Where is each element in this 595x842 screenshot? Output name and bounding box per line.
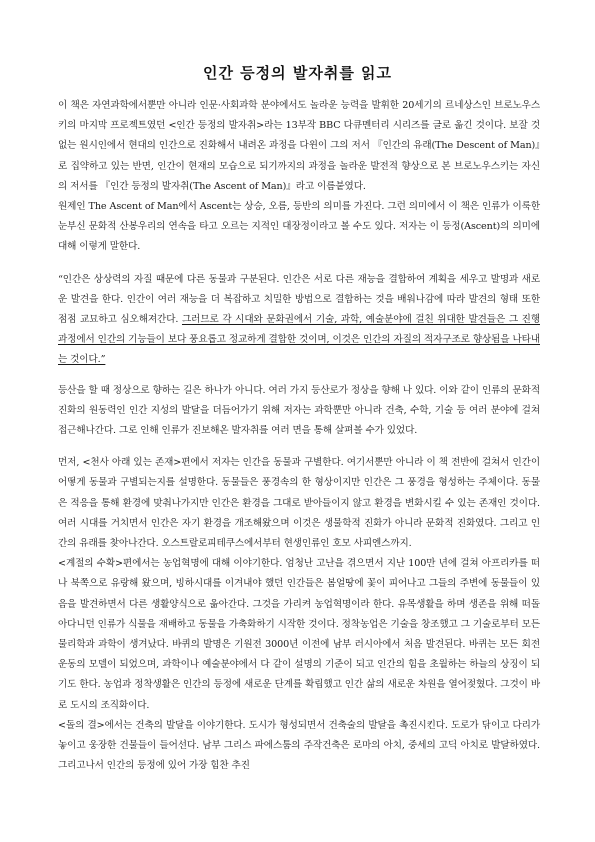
- document-title: 인간 등정의 발자취를 읽고: [202, 64, 393, 82]
- spacer: [58, 441, 540, 453]
- author-quote: [58, 270, 540, 371]
- document-body: [58, 96, 540, 777]
- paragraph-title-meaning: 원제인 The Ascent of Man에서 Ascent는 상승, 오름, 등반의 의미를 가진다. 그런 의미에서 이 책은 인류가 이룩한 눈부신 문화적 산봉우리의 연속을 타고 오르는 지적인 대장정이라고 볼 수도 있다. 저자는 이 등정(Ascent)의 의미에 대해 이렇게 말한다.: [58, 201, 540, 253]
- spacer: [58, 258, 540, 270]
- paragraph-chapter-stone: <돌의 결>에서는 건축의 발달을 이야기한다. 도시가 형성되면서 건축술의 발달을 촉진시킨다. 도로가 닦이고 다리가 놓이고 웅장한 건물들이 들어선다. 남부 그리스 파에스툼의 주작건축은 로마의 아치, 중세의 고딕 아치로 발달하였다. 그리고나서 인간의 등정에 있어 가장 힘찬 추진: [58, 719, 540, 772]
- quote-text: “인간은 상상력의 자질 때문에 다른 동물과 구분된다. 인간은 서로 다른 재능을 결합하여 계획을 세우고 발명과 새로운 발견을 한다. 인간이 여러 재능을 더 복잡하고 치밀한 방법으로 결합하는 것을 배워나감에 따라 발견의 형태 또한 점점 교묘하고 심오해져간다.: [58, 273, 540, 326]
- paragraph-intro: 이 책은 자연과학에서뿐만 아니라 인문·사회과학 분야에서도 놀라운 능력을 발휘한 20세기의 르네상스인 브로노우스키의 마지막 프로젝트였던 <인간 등정의 발자취>라는 13부작 BBC 다큐멘터리 시리즈를 글로 옮긴 것이다. 보잘 것 없는 원시인에서 현대의 인간으로 진화해서 내려온 과정을 다윈이 그의 저서 『인간의 유래(The Descent of Man)』로 집약하고 있는 반면, 인간이 현재의 모습으로 되기까지의 과정을 놀라운 발전적 향상으로 본 브로노우스키는 자신의 저서를 『인간 등정의 발자취(The Ascent of Man)』라고 이름붙였다.: [58, 100, 540, 192]
- paragraph-climbing-analogy: 등산을 할 때 정상으로 향하는 길은 하나가 아니다. 여러 가지 등산로가 정상을 향해 나 있다. 이와 같이 인류의 문화적 진화의 원동력인 인간 지성의 발달을 더듬어가기 위해 저자는 과학뿐만 아니라 건축, 수학, 기술 등 여러 분야에 걸쳐 접근해나간다. 그로 인해 인류가 진보해온 발자취를 여러 면을 통해 살펴볼 수가 있었다.: [58, 384, 540, 437]
- paragraph-chapter-angels: 먼저, <천사 아래 있는 존재>편에서 저자는 인간을 동물과 구별한다. 여기서뿐만 아니라 이 책 전반에 걸쳐서 인간이 어떻게 동물과 구별되는지를 설명한다. 동물들은 풍경속의 한 형상이지만 인간은 그 풍경을 형성하는 주체이다. 동물은 적응을 통해 환경에 맞춰나가지만 인간은 환경을 그대로 받아들이지 않고 환경을 변화시킬 수 있는 존재인 것이다. 여러 시대를 거치면서 인간은 자기 환경을 개조해왔으며 이것은 생물학적 진화가 아니라 문화적 진화였다. 그리고 인간의 유래를 찾아나간다. 오스트랄로피테쿠스에서부터 현생인류인 호모 사피엔스까지.: [58, 457, 540, 550]
- quote-underlined-text: 그러므로 각 시대와 문화권에서 기술, 과학, 예술분야에 걸친 위대한 발견들은 그 진행 과정에서 인간의 기능들이 보다 풍요롭고 정교하게 결합한 것이며, 이것은 인간의 자질의 적자구조로 향상됨을 나타내는 것이다.”: [58, 314, 540, 366]
- spacer: [58, 371, 540, 381]
- paragraph-chapter-harvest: <계절의 수확>편에서는 농업혁명에 대해 이야기한다. 엄청난 고난을 겪으면서 지난 100만 년에 걸쳐 아프리카를 떠나 북쪽으로 유랑해 왔으며, 빙하시대를 이겨내야 했던 인간들은 봄얼땅에 꽃이 피어나고 그들의 주변에 동물들이 있음을 발견하면서 다른 생활양식으로 옮아간다. 그것을 가리켜 농업혁명이라 한다. 유목생활을 하며 생존을 위해 떠돌아다니던 인류가 식물을 재배하고 동물을 가축화하기 시작한 것이다. 정착농업은 기술을 창조했고 그 기술로부터 모든 물리학과 과학이 생겨났다. 바퀴의 발명은 기원전 3000년 이전에 남부 러시아에서 처음 발견된다. 바퀴는 모든 회전 운동의 모델이 되었으며, 과학이나 예술분야에서 다 같이 설명의 기준이 되고 인간의 힘을 초월하는 하늘의 상징이 되기도 한다. 농업과 정착생활은 인간의 등정에 새로운 단계를 확립했고 인간 삶의 새로운 차원을 열어젖혔다. 그것이 바로 도시의 조직화이다.: [58, 558, 540, 711]
